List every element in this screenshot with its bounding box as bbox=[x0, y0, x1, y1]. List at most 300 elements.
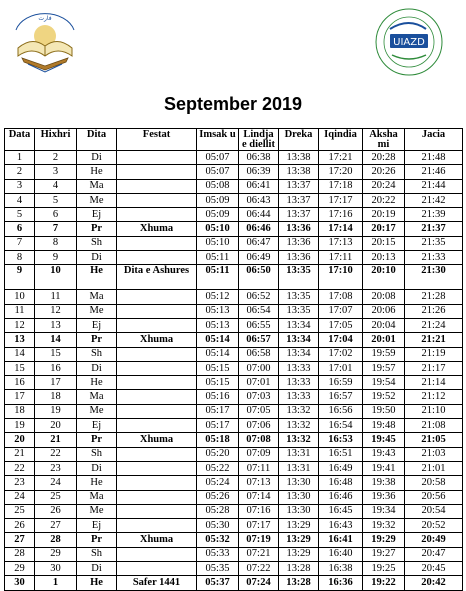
cell-iqindia: 16:40 bbox=[319, 547, 363, 561]
cell-jacia: 20:54 bbox=[405, 504, 463, 518]
cell-hixhri: 17 bbox=[35, 376, 77, 390]
cell-data: 19 bbox=[5, 419, 35, 433]
table-row bbox=[5, 151, 463, 165]
cell-jacia: 21:44 bbox=[405, 179, 463, 193]
cell-data: 29 bbox=[5, 562, 35, 576]
cell-lindja: 06:41 bbox=[239, 179, 279, 193]
cell-dreka: 13:28 bbox=[279, 562, 319, 576]
cell-data: 20 bbox=[5, 433, 35, 447]
cell-data: 12 bbox=[5, 318, 35, 332]
cell-jacia: 21:28 bbox=[405, 290, 463, 304]
cell-hixhri: 19 bbox=[35, 404, 77, 418]
cell-dreka: 13:35 bbox=[279, 265, 319, 290]
cell-festat bbox=[117, 165, 197, 179]
cell-lindja: 07:09 bbox=[239, 447, 279, 461]
cell-dita: Ma bbox=[77, 490, 117, 504]
header-dreka: Dreka bbox=[279, 129, 319, 151]
cell-dreka: 13:36 bbox=[279, 236, 319, 250]
cell-lindja: 07:06 bbox=[239, 419, 279, 433]
cell-dreka: 13:33 bbox=[279, 361, 319, 375]
cell-akshami: 20:28 bbox=[363, 151, 405, 165]
cell-dita: Pr bbox=[77, 222, 117, 236]
cell-dreka: 13:38 bbox=[279, 165, 319, 179]
cell-festat bbox=[117, 251, 197, 265]
table-row bbox=[5, 361, 463, 375]
cell-lindja: 06:57 bbox=[239, 333, 279, 347]
cell-hixhri: 11 bbox=[35, 290, 77, 304]
cell-lindja: 07:21 bbox=[239, 547, 279, 561]
cell-festat bbox=[117, 461, 197, 475]
cell-akshami: 20:04 bbox=[363, 318, 405, 332]
cell-iqindia: 17:20 bbox=[319, 165, 363, 179]
cell-jacia: 20:45 bbox=[405, 562, 463, 576]
cell-dita: Ej bbox=[77, 208, 117, 222]
cell-imsak: 05:13 bbox=[197, 304, 239, 318]
table-row bbox=[5, 447, 463, 461]
cell-imsak: 05:07 bbox=[197, 165, 239, 179]
cell-imsak: 05:22 bbox=[197, 461, 239, 475]
cell-iqindia: 16:41 bbox=[319, 533, 363, 547]
cell-festat: Dita e Ashures bbox=[117, 265, 197, 290]
cell-imsak: 05:10 bbox=[197, 222, 239, 236]
header-hixhri: Hixhri bbox=[35, 129, 77, 151]
cell-jacia: 21:19 bbox=[405, 347, 463, 361]
cell-dreka: 13:37 bbox=[279, 193, 319, 207]
cell-akshami: 19:43 bbox=[363, 447, 405, 461]
cell-hixhri: 6 bbox=[35, 208, 77, 222]
cell-lindja: 06:49 bbox=[239, 251, 279, 265]
cell-festat bbox=[117, 504, 197, 518]
page-title: September 2019 bbox=[163, 94, 303, 114]
table-row bbox=[5, 347, 463, 361]
cell-hixhri: 24 bbox=[35, 476, 77, 490]
cell-lindja: 07:14 bbox=[239, 490, 279, 504]
cell-lindja: 06:38 bbox=[239, 151, 279, 165]
cell-imsak: 05:14 bbox=[197, 333, 239, 347]
table-row bbox=[5, 476, 463, 490]
cell-imsak: 05:37 bbox=[197, 576, 239, 590]
cell-dita: Ma bbox=[77, 290, 117, 304]
cell-akshami: 20:15 bbox=[363, 236, 405, 250]
cell-lindja: 06:58 bbox=[239, 347, 279, 361]
cell-akshami: 20:08 bbox=[363, 290, 405, 304]
table-row bbox=[5, 179, 463, 193]
cell-dita: Ma bbox=[77, 179, 117, 193]
cell-dita: Di bbox=[77, 151, 117, 165]
cell-dreka: 13:34 bbox=[279, 347, 319, 361]
cell-dita: Di bbox=[77, 461, 117, 475]
cell-iqindia: 17:21 bbox=[319, 151, 363, 165]
cell-imsak: 05:08 bbox=[197, 179, 239, 193]
cell-hixhri: 15 bbox=[35, 347, 77, 361]
cell-hixhri: 28 bbox=[35, 533, 77, 547]
cell-dreka: 13:34 bbox=[279, 318, 319, 332]
cell-imsak: 05:14 bbox=[197, 347, 239, 361]
table-row bbox=[5, 504, 463, 518]
cell-jacia: 21:24 bbox=[405, 318, 463, 332]
cell-jacia: 20:56 bbox=[405, 490, 463, 504]
cell-jacia: 20:49 bbox=[405, 533, 463, 547]
cell-festat bbox=[117, 318, 197, 332]
cell-dita: He bbox=[77, 476, 117, 490]
cell-dita: Me bbox=[77, 304, 117, 318]
header-akshami: Aksha mi bbox=[363, 129, 405, 151]
cell-dreka: 13:28 bbox=[279, 576, 319, 590]
cell-jacia: 21:03 bbox=[405, 447, 463, 461]
cell-imsak: 05:35 bbox=[197, 562, 239, 576]
cell-hixhri: 21 bbox=[35, 433, 77, 447]
table-row bbox=[5, 333, 463, 347]
cell-akshami: 20:22 bbox=[363, 193, 405, 207]
cell-dreka: 13:29 bbox=[279, 533, 319, 547]
cell-iqindia: 17:10 bbox=[319, 265, 363, 290]
table-row bbox=[5, 304, 463, 318]
cell-iqindia: 17:08 bbox=[319, 290, 363, 304]
cell-imsak: 05:30 bbox=[197, 519, 239, 533]
cell-akshami: 20:26 bbox=[363, 165, 405, 179]
header-jacia: Jacia bbox=[405, 129, 463, 151]
cell-jacia: 21:35 bbox=[405, 236, 463, 250]
cell-festat bbox=[117, 151, 197, 165]
cell-iqindia: 16:51 bbox=[319, 447, 363, 461]
cell-hixhri: 2 bbox=[35, 151, 77, 165]
cell-imsak: 05:11 bbox=[197, 251, 239, 265]
cell-akshami: 19:22 bbox=[363, 576, 405, 590]
cell-dita: Di bbox=[77, 361, 117, 375]
cell-data: 6 bbox=[5, 222, 35, 236]
cell-lindja: 07:16 bbox=[239, 504, 279, 518]
table-row bbox=[5, 461, 463, 475]
cell-iqindia: 16:43 bbox=[319, 519, 363, 533]
cell-iqindia: 17:11 bbox=[319, 251, 363, 265]
cell-imsak: 05:18 bbox=[197, 433, 239, 447]
cell-jacia: 21:46 bbox=[405, 165, 463, 179]
right-logo bbox=[360, 5, 458, 79]
cell-dreka: 13:35 bbox=[279, 290, 319, 304]
cell-dita: Di bbox=[77, 562, 117, 576]
cell-dreka: 13:31 bbox=[279, 447, 319, 461]
table-row bbox=[5, 251, 463, 265]
cell-imsak: 05:17 bbox=[197, 419, 239, 433]
cell-lindja: 07:01 bbox=[239, 376, 279, 390]
cell-jacia: 21:12 bbox=[405, 390, 463, 404]
cell-lindja: 07:05 bbox=[239, 404, 279, 418]
cell-festat bbox=[117, 447, 197, 461]
cell-dreka: 13:30 bbox=[279, 490, 319, 504]
cell-iqindia: 16:53 bbox=[319, 433, 363, 447]
table-row bbox=[5, 376, 463, 390]
cell-hixhri: 7 bbox=[35, 222, 77, 236]
cell-imsak: 05:12 bbox=[197, 290, 239, 304]
cell-data: 25 bbox=[5, 504, 35, 518]
cell-hixhri: 4 bbox=[35, 179, 77, 193]
cell-dita: He bbox=[77, 576, 117, 590]
cell-akshami: 19:57 bbox=[363, 361, 405, 375]
cell-iqindia: 17:17 bbox=[319, 193, 363, 207]
cell-data: 13 bbox=[5, 333, 35, 347]
cell-hixhri: 30 bbox=[35, 562, 77, 576]
cell-festat bbox=[117, 361, 197, 375]
cell-imsak: 05:09 bbox=[197, 208, 239, 222]
cell-lindja: 06:46 bbox=[239, 222, 279, 236]
cell-akshami: 19:48 bbox=[363, 419, 405, 433]
cell-festat bbox=[117, 290, 197, 304]
cell-hixhri: 29 bbox=[35, 547, 77, 561]
cell-data: 22 bbox=[5, 461, 35, 475]
cell-hixhri: 23 bbox=[35, 461, 77, 475]
cell-dita: Ej bbox=[77, 419, 117, 433]
table-row bbox=[5, 290, 463, 304]
table-row bbox=[5, 533, 463, 547]
cell-imsak: 05:13 bbox=[197, 318, 239, 332]
cell-jacia: 20:52 bbox=[405, 519, 463, 533]
cell-dreka: 13:34 bbox=[279, 333, 319, 347]
cell-dita: Sh bbox=[77, 547, 117, 561]
cell-jacia: 21:48 bbox=[405, 151, 463, 165]
svg-text:ﻓﺎﺭﺕ: ﻓﺎﺭﺕ bbox=[38, 15, 52, 22]
cell-data: 5 bbox=[5, 208, 35, 222]
cell-dreka: 13:37 bbox=[279, 179, 319, 193]
cell-hixhri: 3 bbox=[35, 165, 77, 179]
cell-festat bbox=[117, 519, 197, 533]
cell-festat: Xhuma bbox=[117, 222, 197, 236]
cell-hixhri: 27 bbox=[35, 519, 77, 533]
cell-data: 14 bbox=[5, 347, 35, 361]
header-iqindia: Iqindia bbox=[319, 129, 363, 151]
cell-dita: Me bbox=[77, 404, 117, 418]
cell-hixhri: 25 bbox=[35, 490, 77, 504]
table-row bbox=[5, 265, 463, 290]
cell-hixhri: 9 bbox=[35, 251, 77, 265]
cell-akshami: 20:10 bbox=[363, 265, 405, 290]
header-dita: Dita bbox=[77, 129, 117, 151]
cell-festat bbox=[117, 376, 197, 390]
table-row bbox=[5, 519, 463, 533]
cell-lindja: 06:55 bbox=[239, 318, 279, 332]
cell-iqindia: 16:54 bbox=[319, 419, 363, 433]
cell-imsak: 05:09 bbox=[197, 193, 239, 207]
cell-hixhri: 20 bbox=[35, 419, 77, 433]
table-row bbox=[5, 222, 463, 236]
cell-imsak: 05:10 bbox=[197, 236, 239, 250]
cell-hixhri: 1 bbox=[35, 576, 77, 590]
cell-jacia: 21:39 bbox=[405, 208, 463, 222]
cell-festat bbox=[117, 419, 197, 433]
cell-dreka: 13:31 bbox=[279, 461, 319, 475]
cell-akshami: 19:27 bbox=[363, 547, 405, 561]
cell-iqindia: 17:02 bbox=[319, 347, 363, 361]
cell-dita: Pr bbox=[77, 533, 117, 547]
cell-festat bbox=[117, 236, 197, 250]
cell-festat bbox=[117, 193, 197, 207]
table-row bbox=[5, 576, 463, 590]
cell-data: 23 bbox=[5, 476, 35, 490]
cell-jacia: 21:26 bbox=[405, 304, 463, 318]
cell-hixhri: 18 bbox=[35, 390, 77, 404]
cell-dreka: 13:33 bbox=[279, 390, 319, 404]
cell-festat: Xhuma bbox=[117, 433, 197, 447]
table-row bbox=[5, 433, 463, 447]
cell-akshami: 20:24 bbox=[363, 179, 405, 193]
cell-lindja: 06:43 bbox=[239, 193, 279, 207]
cell-festat bbox=[117, 347, 197, 361]
cell-lindja: 06:52 bbox=[239, 290, 279, 304]
cell-akshami: 19:50 bbox=[363, 404, 405, 418]
cell-dreka: 13:29 bbox=[279, 547, 319, 561]
table-row bbox=[5, 193, 463, 207]
cell-data: 10 bbox=[5, 290, 35, 304]
cell-akshami: 19:59 bbox=[363, 347, 405, 361]
cell-lindja: 07:22 bbox=[239, 562, 279, 576]
cell-lindja: 06:47 bbox=[239, 236, 279, 250]
cell-akshami: 20:01 bbox=[363, 333, 405, 347]
cell-dita: Pr bbox=[77, 333, 117, 347]
cell-akshami: 19:52 bbox=[363, 390, 405, 404]
cell-dreka: 13:36 bbox=[279, 251, 319, 265]
cell-data: 18 bbox=[5, 404, 35, 418]
cell-data: 17 bbox=[5, 390, 35, 404]
cell-dreka: 13:35 bbox=[279, 304, 319, 318]
table-row bbox=[5, 390, 463, 404]
table-row bbox=[5, 318, 463, 332]
cell-festat bbox=[117, 208, 197, 222]
prayer-times-table bbox=[4, 128, 463, 591]
table-row bbox=[5, 547, 463, 561]
cell-hixhri: 16 bbox=[35, 361, 77, 375]
table-row bbox=[5, 562, 463, 576]
cell-lindja: 06:54 bbox=[239, 304, 279, 318]
cell-imsak: 05:20 bbox=[197, 447, 239, 461]
cell-hixhri: 10 bbox=[35, 265, 77, 290]
table-row bbox=[5, 419, 463, 433]
cell-akshami: 19:32 bbox=[363, 519, 405, 533]
cell-dita: Di bbox=[77, 251, 117, 265]
cell-iqindia: 16:45 bbox=[319, 504, 363, 518]
left-logo bbox=[8, 6, 82, 76]
cell-dita: Pr bbox=[77, 433, 117, 447]
cell-imsak: 05:07 bbox=[197, 151, 239, 165]
table-header-row bbox=[5, 129, 463, 151]
cell-lindja: 07:19 bbox=[239, 533, 279, 547]
cell-akshami: 20:19 bbox=[363, 208, 405, 222]
cell-festat: Xhuma bbox=[117, 533, 197, 547]
cell-iqindia: 17:07 bbox=[319, 304, 363, 318]
cell-akshami: 20:17 bbox=[363, 222, 405, 236]
cell-dreka: 13:30 bbox=[279, 504, 319, 518]
cell-dita: Sh bbox=[77, 236, 117, 250]
cell-akshami: 19:25 bbox=[363, 562, 405, 576]
cell-jacia: 21:08 bbox=[405, 419, 463, 433]
cell-lindja: 06:44 bbox=[239, 208, 279, 222]
cell-dreka: 13:33 bbox=[279, 376, 319, 390]
cell-data: 24 bbox=[5, 490, 35, 504]
cell-lindja: 07:08 bbox=[239, 433, 279, 447]
cell-jacia: 21:10 bbox=[405, 404, 463, 418]
cell-imsak: 05:17 bbox=[197, 404, 239, 418]
table-row bbox=[5, 490, 463, 504]
cell-iqindia: 17:05 bbox=[319, 318, 363, 332]
cell-jacia: 21:30 bbox=[405, 265, 463, 290]
cell-data: 28 bbox=[5, 547, 35, 561]
cell-iqindia: 16:57 bbox=[319, 390, 363, 404]
cell-dita: He bbox=[77, 376, 117, 390]
header-festat: Festat bbox=[117, 129, 197, 151]
table-row bbox=[5, 208, 463, 222]
cell-dreka: 13:37 bbox=[279, 208, 319, 222]
cell-dreka: 13:32 bbox=[279, 404, 319, 418]
cell-iqindia: 16:38 bbox=[319, 562, 363, 576]
cell-dreka: 13:32 bbox=[279, 433, 319, 447]
cell-dita: Sh bbox=[77, 447, 117, 461]
header-lindja: Lindja e diellit bbox=[239, 129, 279, 151]
cell-dita: Me bbox=[77, 504, 117, 518]
cell-lindja: 06:39 bbox=[239, 165, 279, 179]
cell-dreka: 13:32 bbox=[279, 419, 319, 433]
cell-festat: Safer 1441 bbox=[117, 576, 197, 590]
table-body bbox=[5, 151, 463, 591]
cell-data: 30 bbox=[5, 576, 35, 590]
cell-akshami: 20:06 bbox=[363, 304, 405, 318]
cell-iqindia: 17:13 bbox=[319, 236, 363, 250]
uiazd-seal-icon bbox=[360, 5, 458, 79]
cell-lindja: 07:00 bbox=[239, 361, 279, 375]
cell-imsak: 05:32 bbox=[197, 533, 239, 547]
cell-iqindia: 17:18 bbox=[319, 179, 363, 193]
cell-lindja: 07:13 bbox=[239, 476, 279, 490]
cell-data: 27 bbox=[5, 533, 35, 547]
cell-data: 2 bbox=[5, 165, 35, 179]
cell-dreka: 13:30 bbox=[279, 476, 319, 490]
cell-iqindia: 16:36 bbox=[319, 576, 363, 590]
cell-hixhri: 26 bbox=[35, 504, 77, 518]
cell-akshami: 19:34 bbox=[363, 504, 405, 518]
cell-iqindia: 16:49 bbox=[319, 461, 363, 475]
cell-data: 1 bbox=[5, 151, 35, 165]
cell-festat bbox=[117, 490, 197, 504]
cell-lindja: 07:11 bbox=[239, 461, 279, 475]
cell-iqindia: 16:46 bbox=[319, 490, 363, 504]
quran-book-icon bbox=[8, 6, 82, 76]
cell-data: 4 bbox=[5, 193, 35, 207]
cell-hixhri: 5 bbox=[35, 193, 77, 207]
cell-akshami: 19:38 bbox=[363, 476, 405, 490]
cell-hixhri: 12 bbox=[35, 304, 77, 318]
cell-hixhri: 14 bbox=[35, 333, 77, 347]
cell-festat bbox=[117, 179, 197, 193]
cell-jacia: 21:42 bbox=[405, 193, 463, 207]
cell-data: 26 bbox=[5, 519, 35, 533]
cell-jacia: 21:21 bbox=[405, 333, 463, 347]
cell-akshami: 19:41 bbox=[363, 461, 405, 475]
cell-imsak: 05:26 bbox=[197, 490, 239, 504]
cell-festat bbox=[117, 304, 197, 318]
cell-lindja: 07:17 bbox=[239, 519, 279, 533]
cell-akshami: 20:13 bbox=[363, 251, 405, 265]
cell-data: 3 bbox=[5, 179, 35, 193]
cell-imsak: 05:24 bbox=[197, 476, 239, 490]
cell-dreka: 13:36 bbox=[279, 222, 319, 236]
cell-dita: He bbox=[77, 165, 117, 179]
svg-text:UIAZD: UIAZD bbox=[393, 37, 425, 48]
cell-akshami: 19:36 bbox=[363, 490, 405, 504]
cell-festat bbox=[117, 390, 197, 404]
cell-festat bbox=[117, 404, 197, 418]
cell-jacia: 20:47 bbox=[405, 547, 463, 561]
cell-dita: Ma bbox=[77, 390, 117, 404]
cell-akshami: 19:45 bbox=[363, 433, 405, 447]
cell-jacia: 21:14 bbox=[405, 376, 463, 390]
cell-hixhri: 13 bbox=[35, 318, 77, 332]
